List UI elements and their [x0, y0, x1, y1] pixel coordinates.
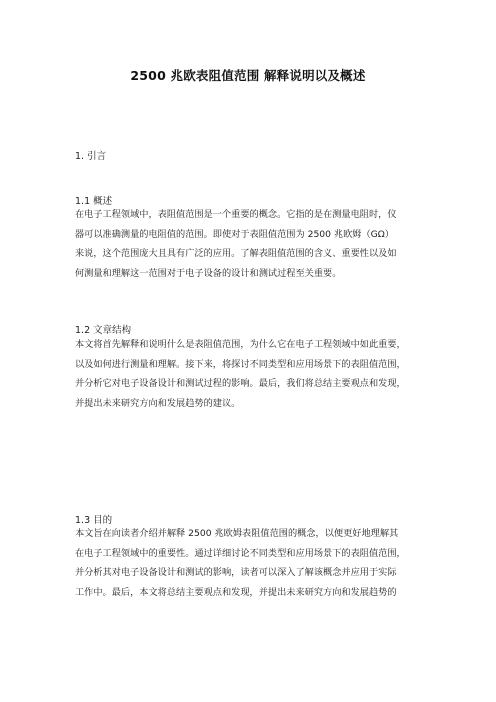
paragraph-line: 以及如何进行测量和理解。接下来，将探讨不同类型和应用场景下的表阻值范围， — [75, 358, 406, 370]
section-heading-overview: 1.1 概述 — [75, 196, 113, 207]
paragraph-line: 并分析它对电子设备设计和测试过程的影响。最后，我们将总结主要观点和发现， — [75, 378, 406, 390]
paragraph-structure — [75, 335, 439, 413]
section-heading-structure: 1.2 文章结构 — [75, 325, 132, 336]
paragraph-line: 何测量和理解这一范围对于电子设备的设计和测试过程至关重要。 — [75, 267, 342, 279]
paragraph-line: 并分析其对电子设备设计和测试的影响，读者可以深入了解该概念并应用于实际 — [75, 567, 397, 579]
section-heading-purpose: 1.3 目的 — [75, 515, 113, 526]
paragraph-line: 本文将首先解释和说明什么是表阻值范围，为什么它在电子工程领域中如此重要， — [75, 339, 406, 350]
paragraph-line: 并提出未来研究方向和发展趋势的建议。 — [75, 397, 241, 409]
paragraph-line: 本文旨在向读者介绍并解释 2500 兆欧姆表阻值范围的概念，以便更好地理解其 — [75, 528, 399, 539]
paragraph-purpose — [75, 524, 439, 602]
paragraph-line: 器可以准确测量的电阻值的范围。即使对于表阻值范围为 2500 兆欧姆（GΩ） — [75, 228, 394, 240]
paragraph-line: 工作中。最后，本文将总结主要观点和发现，并提出未来研究方向和发展趋势的 — [75, 586, 397, 598]
document-title: 2500 兆欧表阻值范围 解释说明以及概述 — [130, 68, 366, 83]
paragraph-line: 来说，这个范围庞大且具有广泛的应用。了解表阻值范围的含义、重要性以及如 — [75, 248, 397, 260]
paragraph-line: 在电子工程领域中，表阻值范围是一个重要的概念。它指的是在测量电阻时，仪 — [75, 209, 397, 220]
paragraph-overview — [75, 205, 439, 283]
section-heading-introduction: 1. 引言 — [75, 151, 107, 162]
paragraph-line: 在电子工程领域中的重要性。通过详细讨论不同类型和应用场景下的表阻值范围， — [75, 547, 406, 559]
